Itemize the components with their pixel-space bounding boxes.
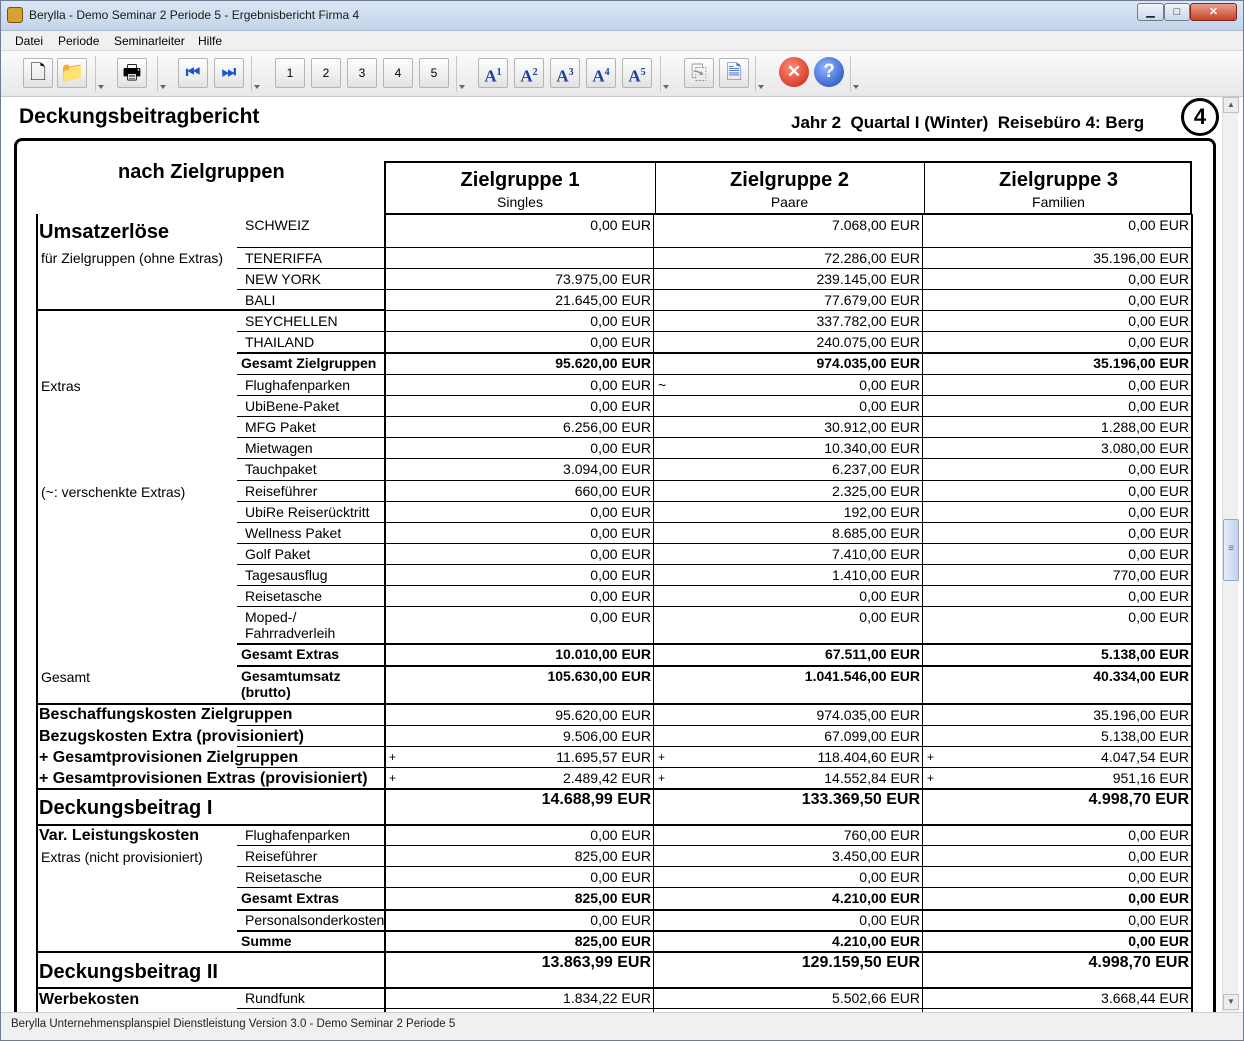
- table-cell: 8.685,00 EUR: [832, 525, 920, 541]
- grid-line: [384, 746, 1193, 747]
- row-label: Reiseführer: [245, 483, 318, 499]
- row-label: SEYCHELLEN: [245, 313, 338, 329]
- row-label: Golf Paket: [245, 546, 311, 562]
- table-cell: 129.159,50 EUR: [801, 954, 920, 971]
- group-header: [384, 161, 1192, 215]
- grid-line: [384, 606, 1193, 607]
- row-label: Gesamtumsatz (brutto): [241, 668, 341, 700]
- table-cell: 0,00 EUR: [590, 334, 651, 350]
- grid-line: [384, 374, 1193, 375]
- table-cell: 30.912,00 EUR: [824, 419, 920, 435]
- row-label: NEW YORK: [245, 271, 321, 287]
- table-cell: 40.334,00 EUR: [1093, 668, 1189, 684]
- table-cell: 14.552,84 EUR: [824, 770, 920, 786]
- table-cell: 337.782,00 EUR: [816, 313, 920, 329]
- grid-line: [36, 824, 1193, 826]
- grid-line: [36, 951, 1193, 953]
- grid-line: [36, 788, 1193, 790]
- grid-line-right: [1191, 214, 1193, 1012]
- grid-line: [384, 522, 1193, 523]
- table-cell: 0,00 EUR: [1128, 483, 1189, 499]
- grid-line: [237, 930, 1193, 932]
- grid-line: [384, 564, 1193, 565]
- grid-line: [36, 987, 1193, 989]
- table-cell: 192,00 EUR: [843, 504, 920, 520]
- table-cell: 2.325,00 EUR: [832, 483, 920, 499]
- font-size-2-button[interactable]: $A^2$: [514, 58, 544, 88]
- fuer-zielgruppen-note: für Zielgruppen (ohne Extras): [41, 250, 224, 266]
- table-cell: 825,00 EUR: [574, 890, 651, 906]
- report-view: [1, 97, 1223, 1012]
- row-label: Flughafenparken: [245, 377, 351, 393]
- provisionen-zielgruppen-label: + Gesamtprovisionen Zielgruppen: [39, 749, 299, 766]
- close-report-icon[interactable]: ✕: [779, 57, 809, 87]
- minimize-button[interactable]: ▁: [1137, 3, 1164, 21]
- row-label: Tauchpaket: [245, 461, 317, 477]
- table-cell: 0,00 EUR: [590, 609, 651, 625]
- table-cell: 35.196,00 EUR: [1093, 250, 1189, 266]
- table-cell: 4.210,00 EUR: [832, 890, 920, 906]
- table-cell: 0,00 EUR: [859, 377, 920, 393]
- help-icon[interactable]: ?: [814, 57, 844, 87]
- table-cell: 0,00 EUR: [859, 609, 920, 625]
- table-cell: 10.010,00 EUR: [555, 646, 651, 662]
- plus-mark: +: [389, 750, 397, 764]
- gift-mark: ~: [658, 377, 667, 393]
- period-2-button[interactable]: 2: [311, 58, 341, 88]
- scroll-up-icon[interactable]: ▲: [1223, 97, 1239, 113]
- bezugskosten-label: Bezugskosten Extra (provisioniert): [39, 728, 304, 745]
- table-cell: 5.138,00 EUR: [1101, 646, 1189, 662]
- table-cell: 0,00 EUR: [1128, 334, 1189, 350]
- table-cell: 1.041.546,00 EUR: [804, 668, 920, 684]
- grid-line: [384, 416, 1193, 417]
- table-cell: 4.047,54 EUR: [1101, 749, 1189, 765]
- table-cell: 0,00 EUR: [1128, 398, 1189, 414]
- scroll-down-icon[interactable]: ▼: [1223, 994, 1239, 1010]
- table-cell: 95.620,00 EUR: [555, 707, 651, 723]
- table-cell: 0,00 EUR: [1128, 933, 1189, 949]
- table-cell: 35.196,00 EUR: [1093, 707, 1189, 723]
- table-cell: 2.489,42 EUR: [563, 770, 651, 786]
- menu-bar: [1, 31, 1243, 51]
- vertical-scrollbar[interactable]: [1222, 97, 1238, 1012]
- beschaffungskosten-label: Beschaffungskosten Zielgruppen: [39, 706, 293, 723]
- extras-label: Extras: [41, 378, 81, 394]
- scroll-thumb[interactable]: ≡: [1223, 519, 1239, 581]
- werbekosten-heading: Werbekosten: [39, 991, 140, 1008]
- table-cell: 35.196,00 EUR: [1093, 355, 1189, 371]
- status-bar: [1, 1012, 1243, 1041]
- group-3-header: Zielgruppe 3 Familien: [924, 163, 1192, 213]
- table-cell: 0,00 EUR: [859, 588, 920, 604]
- grid-line: [384, 767, 1193, 768]
- grid-line: [384, 268, 1193, 269]
- table-cell: 0,00 EUR: [1128, 588, 1189, 604]
- table-cell: 1.410,00 EUR: [832, 567, 920, 583]
- row-label: Mietwagen: [245, 440, 313, 456]
- new-document-icon[interactable]: 🗋: [23, 58, 53, 88]
- table-cell: 6.237,00 EUR: [832, 461, 920, 477]
- row-label: Reiseführer: [245, 848, 318, 864]
- toolbar-separator: [456, 56, 464, 92]
- grid-line: [384, 395, 1193, 396]
- menu-datei[interactable]: Datei: [15, 34, 44, 48]
- row-label: TENERIFFA: [245, 250, 323, 266]
- table-cell: 14.688,99 EUR: [541, 791, 651, 808]
- grid-line-col2: [653, 214, 654, 1012]
- grid-line: [384, 247, 1193, 248]
- table-cell: 10.340,00 EUR: [824, 440, 920, 456]
- table-cell: 21.645,00 EUR: [555, 292, 651, 308]
- table-cell: 6.256,00 EUR: [563, 419, 651, 435]
- menu-seminarleiter[interactable]: Seminarleiter: [114, 34, 185, 48]
- table-cell: 13.863,99 EUR: [541, 954, 651, 971]
- font-size-5-button[interactable]: $A^5$: [622, 58, 652, 88]
- plus-mark: +: [658, 771, 666, 785]
- toolbar-separator: [850, 56, 858, 92]
- table-cell: 0,00 EUR: [1128, 869, 1189, 885]
- document-icon[interactable]: 🗎: [719, 58, 749, 88]
- deckungsbeitrag-1-heading: Deckungsbeitrag I: [39, 797, 213, 819]
- table-cell: 0,00 EUR: [1128, 827, 1189, 843]
- grid-line-top-labels: [36, 309, 385, 311]
- table-cell: 1.288,00 EUR: [1101, 419, 1189, 435]
- table-cell: 4.210,00 EUR: [832, 933, 920, 949]
- grid-line: [36, 703, 1193, 705]
- grid-line-left: [36, 214, 38, 1012]
- table-cell: 760,00 EUR: [843, 827, 920, 843]
- table-cell: 133.369,50 EUR: [801, 791, 920, 808]
- toolbar-separator: [251, 56, 259, 92]
- grid-line: [237, 665, 1193, 667]
- row-label: BALI: [245, 292, 276, 308]
- row-label: Rundfunk: [245, 990, 305, 1006]
- table-cell: 0,00 EUR: [1128, 377, 1189, 393]
- first-period-button[interactable]: ⏮: [178, 58, 208, 88]
- group-2-header: Zielgruppe 2 Paare: [655, 163, 923, 213]
- table-cell: 825,00 EUR: [574, 933, 651, 949]
- table-cell: 5.502,66 EUR: [832, 990, 920, 1006]
- table-cell: 4.998,70 EUR: [1088, 954, 1189, 971]
- maximize-button[interactable]: □: [1164, 3, 1190, 21]
- table-cell: 67.099,00 EUR: [824, 728, 920, 744]
- period-info: Jahr 2 Quartal I (Winter) Reisebüro 4: Berg: [791, 113, 1145, 132]
- table-cell: 0,00 EUR: [859, 398, 920, 414]
- row-label: Flughafenparken: [245, 827, 351, 843]
- table-cell: 0,00 EUR: [590, 546, 651, 562]
- table-cell: 72.286,00 EUR: [824, 250, 920, 266]
- row-label: THAILAND: [245, 334, 315, 350]
- provisionen-extras-label: + Gesamtprovisionen Extras (provisioniert): [39, 770, 368, 787]
- period-1-button[interactable]: 1: [275, 58, 305, 88]
- app-icon: [7, 7, 23, 23]
- grid-line: [237, 643, 1193, 645]
- table-cell: 0,00 EUR: [590, 440, 651, 456]
- table-cell: 0,00 EUR: [859, 912, 920, 928]
- period-4-button[interactable]: 4: [383, 58, 413, 88]
- row-label: Personalsonderkosten: [245, 912, 385, 928]
- row-label: Reisetasche: [245, 869, 323, 885]
- table-cell: 0,00 EUR: [590, 313, 651, 329]
- table-cell: 0,00 EUR: [1128, 525, 1189, 541]
- row-label: Summe: [241, 933, 292, 949]
- table-cell: 1.834,22 EUR: [563, 990, 651, 1006]
- table-cell: 0,00 EUR: [1128, 313, 1189, 329]
- grid-line: [384, 543, 1193, 544]
- var-leistungskosten-heading: Var. Leistungskosten: [39, 827, 200, 844]
- grid-line: [384, 331, 1193, 332]
- toolbar-separator: [755, 56, 763, 92]
- grid-line: [237, 909, 1193, 911]
- page-title: Deckungsbeitragbericht: [19, 105, 260, 128]
- table-cell: 0,00 EUR: [1128, 609, 1189, 625]
- deckungsbeitrag-2-heading: Deckungsbeitrag II: [39, 961, 218, 983]
- table-cell: 118.404,60 EUR: [817, 749, 920, 765]
- table-cell: 0,00 EUR: [1128, 848, 1189, 864]
- grid-line: [384, 585, 1193, 586]
- title-bar[interactable]: [1, 1, 1243, 31]
- table-cell: 73.975,00 EUR: [555, 271, 651, 287]
- row-label: Wellness Paket: [245, 525, 342, 541]
- grid-line: [384, 310, 1193, 311]
- font-size-4-button[interactable]: $A^4$: [586, 58, 616, 88]
- table-cell: 239.145,00 EUR: [816, 271, 920, 287]
- grid-line: [384, 480, 1193, 481]
- open-folder-icon[interactable]: 📁: [57, 58, 87, 88]
- table-cell: 0,00 EUR: [590, 827, 651, 843]
- firm-number-badge: 4: [1181, 98, 1219, 136]
- table-cell: 11.695,57 EUR: [556, 749, 651, 765]
- grid-line: [384, 845, 1193, 846]
- row-label: SCHWEIZ: [245, 217, 310, 233]
- table-cell: 95.620,00 EUR: [555, 355, 651, 371]
- table-cell: 0,00 EUR: [590, 217, 651, 233]
- table-cell: 0,00 EUR: [590, 377, 651, 393]
- table-cell: 0,00 EUR: [1128, 912, 1189, 928]
- table-cell: 240.075,00 EUR: [816, 334, 920, 350]
- copy-icon[interactable]: ⎘: [684, 58, 714, 88]
- font-size-1-button[interactable]: $A^1$: [478, 58, 508, 88]
- table-cell: 0,00 EUR: [590, 869, 651, 885]
- period-5-button[interactable]: 5: [419, 58, 449, 88]
- plus-mark: +: [927, 750, 935, 764]
- umsatzerloese-heading: Umsatzerlöse: [39, 221, 170, 243]
- print-icon[interactable]: 🖶: [117, 58, 147, 88]
- menu-periode[interactable]: Periode: [58, 34, 100, 48]
- grid-line: [237, 352, 1193, 354]
- table-cell: 0,00 EUR: [590, 504, 651, 520]
- verschenkte-extras-note: (~: verschenkte Extras): [41, 484, 186, 500]
- table-cell: 3.094,00 EUR: [563, 461, 651, 477]
- table-cell: 0,00 EUR: [1128, 292, 1189, 308]
- row-label: Gesamt Extras: [241, 646, 340, 662]
- period-3-button[interactable]: 3: [347, 58, 377, 88]
- plus-mark: +: [927, 771, 935, 785]
- grid-line: [384, 437, 1193, 438]
- grid-line: [384, 501, 1193, 502]
- table-cell: 9.506,00 EUR: [563, 728, 651, 744]
- table-cell: 974.035,00 EUR: [816, 707, 920, 723]
- row-label: MFG Paket: [245, 419, 316, 435]
- plus-mark: +: [389, 771, 397, 785]
- table-cell: 974.035,00 EUR: [816, 355, 920, 371]
- table-cell: 5.138,00 EUR: [1101, 728, 1189, 744]
- grid-line: [384, 725, 1193, 726]
- row-label: Gesamt Zielgruppen: [241, 355, 377, 371]
- table-cell: 4.998,70 EUR: [1088, 791, 1189, 808]
- table-cell: 0,00 EUR: [1128, 461, 1189, 477]
- grid-line: [384, 887, 1193, 888]
- table-cell: 7.410,00 EUR: [832, 546, 920, 562]
- row-label: UbiBene-Paket: [245, 398, 340, 414]
- table-cell: 67.511,00 EUR: [825, 646, 920, 662]
- grid-line: [384, 866, 1193, 867]
- row-label: Moped-/ Fahrradverleih: [245, 609, 336, 641]
- table-cell: 3.450,00 EUR: [832, 848, 920, 864]
- table-cell: 77.679,00 EUR: [824, 292, 920, 308]
- table-cell: 660,00 EUR: [574, 483, 651, 499]
- toolbar-separator: [157, 56, 165, 92]
- plus-mark: +: [658, 750, 666, 764]
- table-cell: 7.068,00 EUR: [832, 217, 920, 233]
- gesamt-label: Gesamt: [41, 669, 91, 685]
- last-period-button[interactable]: ⏭: [214, 58, 244, 88]
- report-subtitle: nach Zielgruppen: [118, 161, 285, 183]
- table-cell: 3.668,44 EUR: [1101, 990, 1189, 1006]
- table-cell: 0,00 EUR: [590, 525, 651, 541]
- table-cell: 0,00 EUR: [590, 398, 651, 414]
- row-label: Tagesausflug: [245, 567, 328, 583]
- table-cell: 105.630,00 EUR: [547, 668, 651, 684]
- table-cell: 0,00 EUR: [859, 869, 920, 885]
- menu-hilfe[interactable]: Hilfe: [198, 34, 223, 48]
- table-cell: 3.080,00 EUR: [1101, 440, 1189, 456]
- grid-line: [384, 1008, 1193, 1009]
- toolbar-separator: [95, 56, 103, 92]
- close-button[interactable]: ✕: [1190, 3, 1237, 21]
- window-title: Berylla - Demo Seminar 2 Periode 5 - Ergebnisbericht Firma 4: [29, 8, 360, 22]
- status-text: Berylla Unternehmensplanspiel Dienstleistung Version 3.0 - Demo Seminar 2 Periode 5: [11, 1018, 456, 1030]
- table-cell: 0,00 EUR: [590, 588, 651, 604]
- row-label: UbiRe Reiserücktritt: [245, 504, 370, 520]
- grid-line-col3: [922, 214, 923, 1012]
- font-size-3-button[interactable]: $A^3$: [550, 58, 580, 88]
- row-label: Gesamt Extras: [241, 890, 340, 906]
- toolbar: [1, 51, 1243, 97]
- table-cell: 0,00 EUR: [1128, 890, 1189, 906]
- table-cell: 0,00 EUR: [1128, 271, 1189, 287]
- var-leistungskosten-note: Extras (nicht provisioniert): [41, 849, 203, 865]
- table-cell: 0,00 EUR: [1128, 546, 1189, 562]
- toolbar-separator: [660, 56, 668, 92]
- grid-line: [384, 289, 1193, 290]
- grid-line: [384, 458, 1193, 459]
- table-cell: 0,00 EUR: [1128, 217, 1189, 233]
- table-cell: 0,00 EUR: [1128, 504, 1189, 520]
- table-cell: 0,00 EUR: [590, 567, 651, 583]
- table-cell: 951,16 EUR: [1112, 770, 1189, 786]
- table-cell: 825,00 EUR: [574, 848, 651, 864]
- table-cell: 770,00 EUR: [1112, 567, 1189, 583]
- table-cell: 0,00 EUR: [590, 912, 651, 928]
- row-label: Reisetasche: [245, 588, 323, 604]
- group-1-header: Zielgruppe 1 Singles: [460, 169, 580, 210]
